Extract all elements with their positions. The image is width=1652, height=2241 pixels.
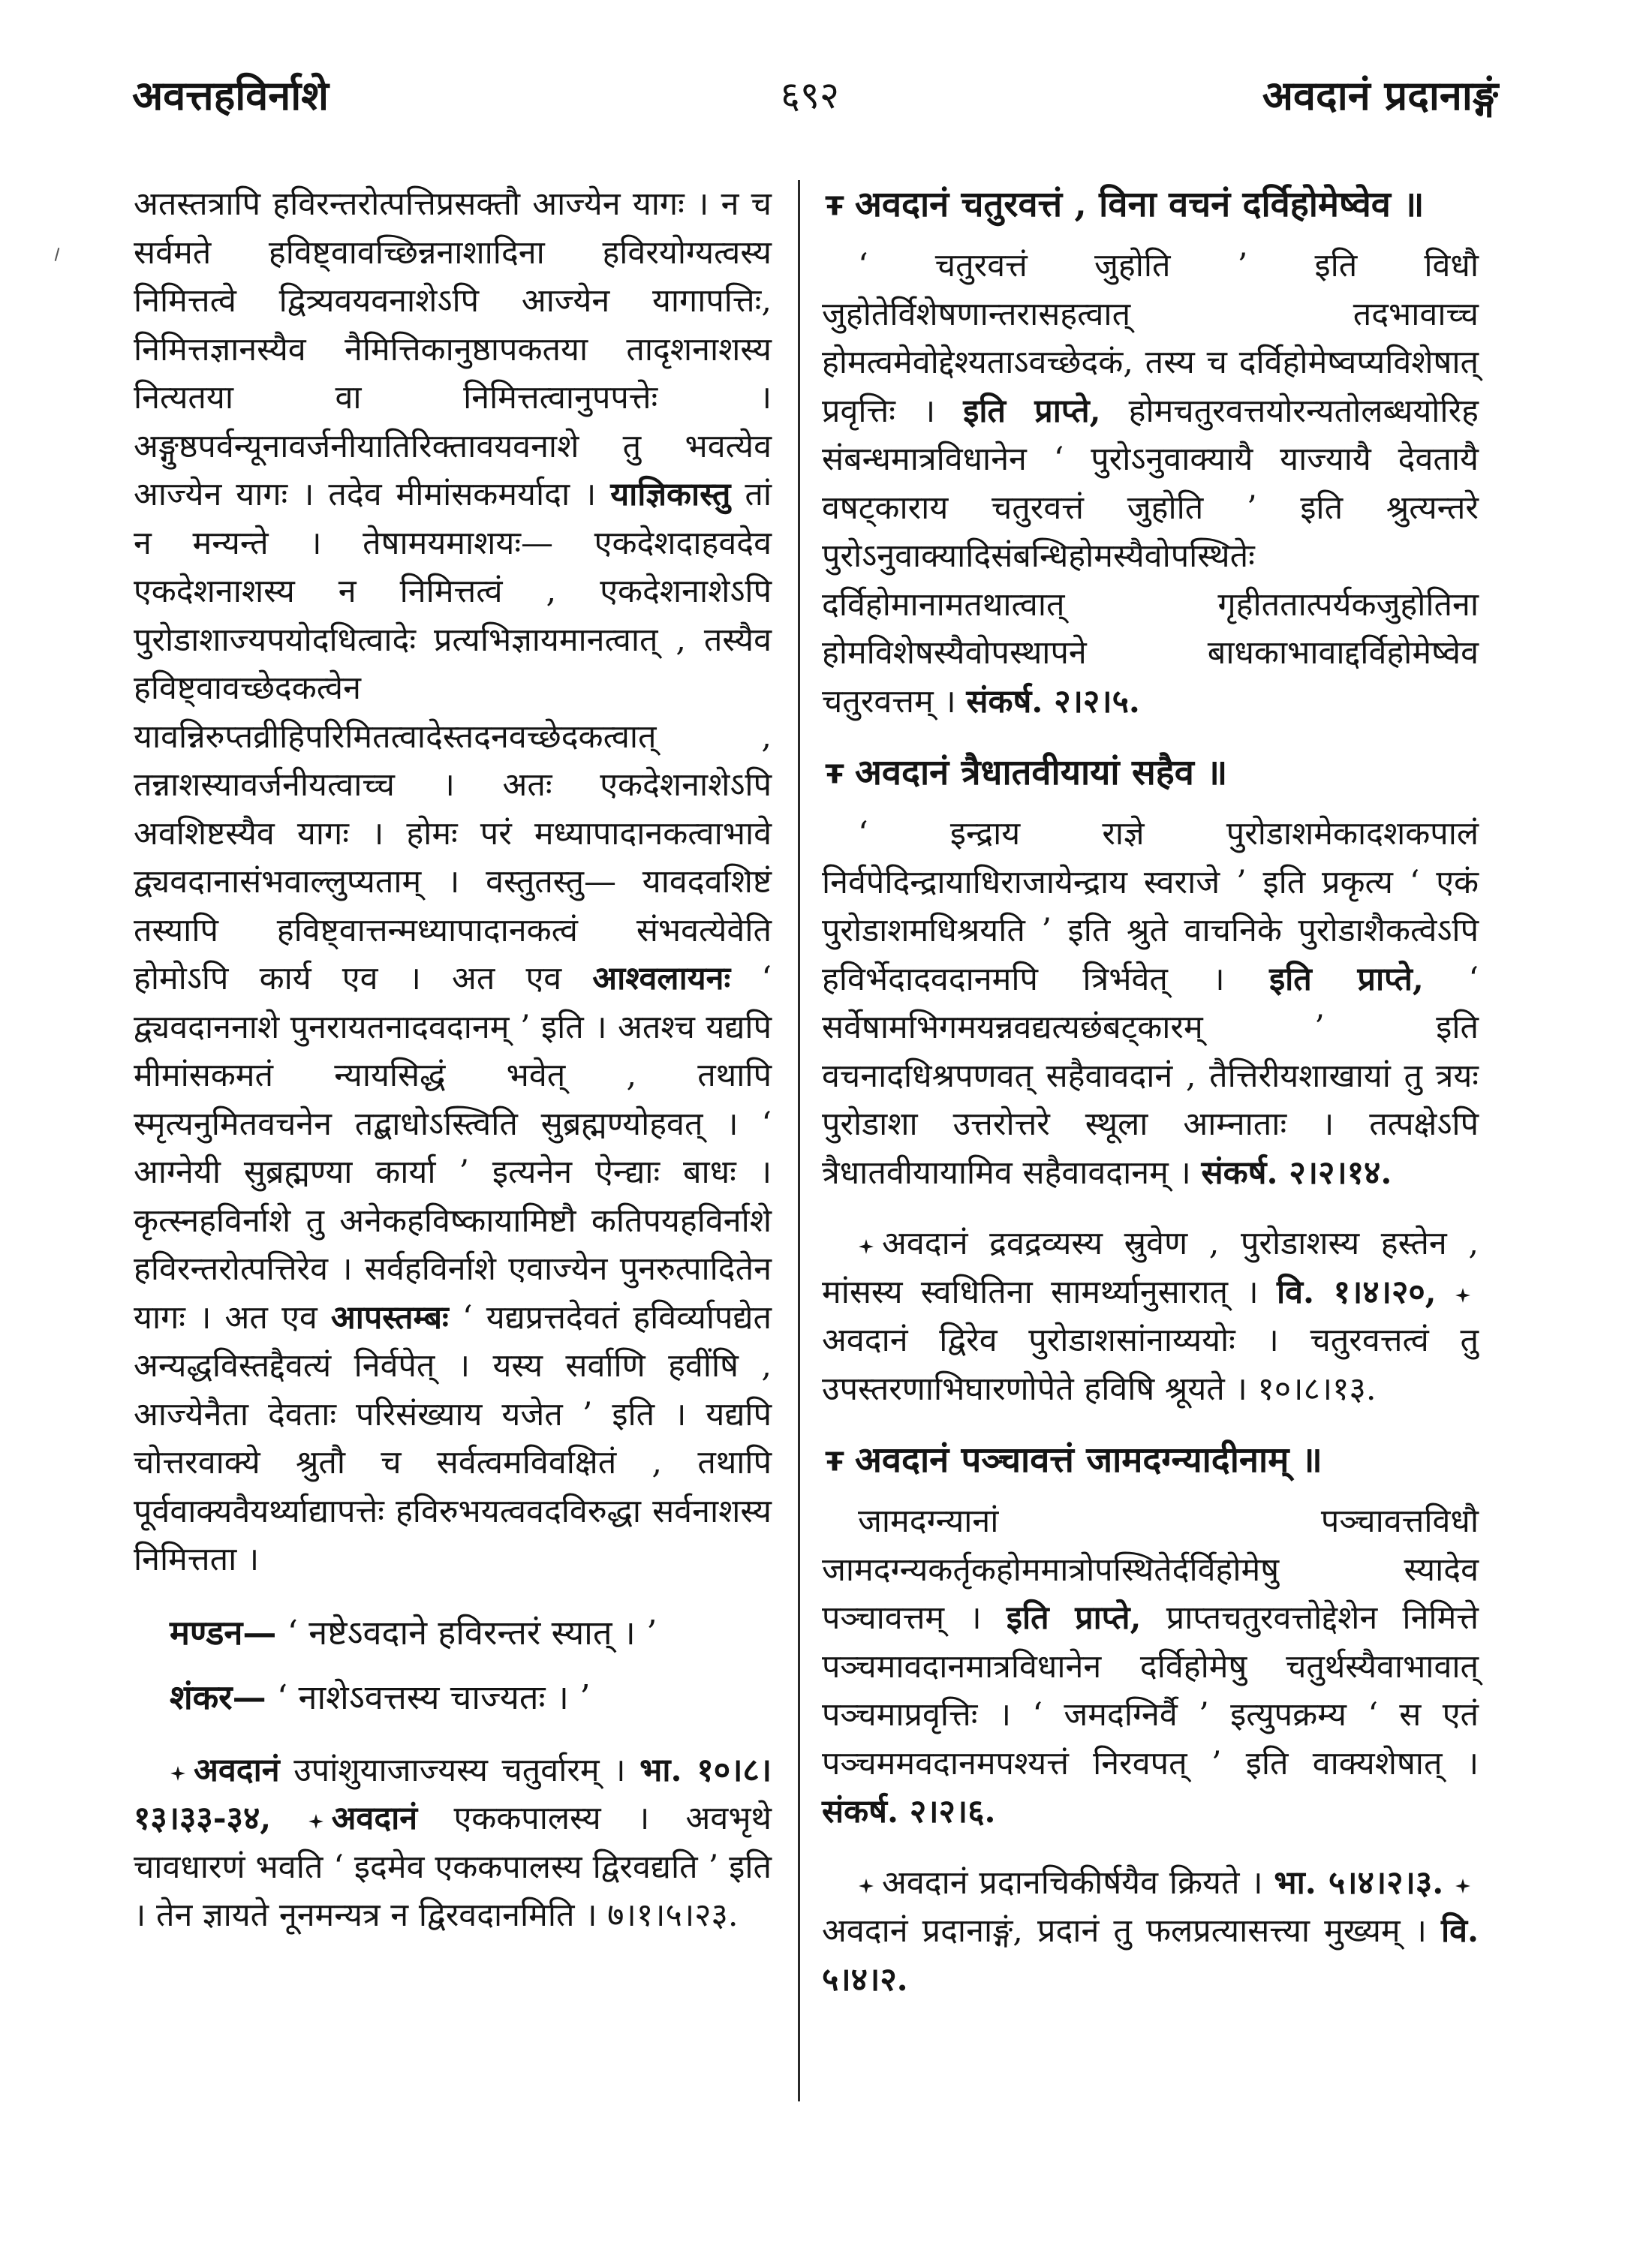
right-column	[822, 180, 1479, 2004]
reference: वि. ५।४।२.	[822, 1912, 1479, 1999]
asterisk-icon	[1455, 1287, 1471, 1304]
mandana-quote	[134, 1607, 772, 1659]
text-run: अवदानं प्रदानचिकीर्षयैव क्रियते ।	[882, 1863, 1263, 1902]
reference: संकर्ष. २।२।१४.	[1201, 1154, 1392, 1192]
text-run: जामदग्न्यानां पञ्चावत्तविधौ जामदग्न्यकर्तृकहोममात्रोपस्थितेर्दर्विहोमेषु स्यादेव पञ्चावत्तम् ।	[822, 1503, 1479, 1637]
reference: वि. १।४।२०,	[1277, 1273, 1437, 1311]
section-title-text: अवदानं चतुरवत्तं , विना वचनं दर्विहोमेष्वेव ॥	[855, 184, 1425, 225]
reference: भा. ५।४।२।३.	[1274, 1863, 1444, 1902]
section-body	[822, 1497, 1479, 1836]
text-run: अवदानं द्विरेव पुरोडाशसांनाय्ययोः । चतुरवत्तत्वं तु उपस्तरणाभिघारणोपेते हविषि श्रूयते । १०।८।१३.	[822, 1322, 1479, 1408]
note-paragraph	[822, 1859, 1479, 2005]
bold-term: इति प्राप्ते,	[963, 392, 1101, 430]
asterisk-icon	[858, 1238, 874, 1255]
quote-label: शंकर—	[170, 1677, 266, 1717]
bold-term: आश्वलायनः	[592, 960, 731, 997]
bold-term: अवदानं	[194, 1751, 280, 1789]
section-title	[822, 748, 1479, 798]
asterisk-icon	[170, 1765, 186, 1782]
page-number: ६९२	[781, 74, 839, 117]
bold-term: अवदानं	[331, 1800, 418, 1837]
text-run: ‘ चतुरवत्तं जुहोति ’ इति विधौ जुहोतेर्विशेषणान्तरासहत्वात् तदभावाच्च होमत्वमेवोद्देश्यताऽवच्छेदकं, तस्य च दर्विहोमेष्वप्यविशेषात् प्रवृत्तिः ।	[822, 247, 1479, 430]
reference: भा. १०।८।१३।३३-३४,	[134, 1751, 772, 1837]
left-paragraph-avadana	[134, 1746, 772, 1940]
bold-term: याज्ञिकास्तु	[610, 476, 731, 513]
reference: संकर्ष. २।२।५.	[966, 682, 1140, 720]
section-title	[822, 1436, 1479, 1485]
shankara-quote	[134, 1671, 772, 1724]
quote-text: ‘ नाशेऽवत्तस्य चाज्यतः । ’	[276, 1677, 591, 1717]
column-divider	[798, 180, 800, 2101]
text-run: ‘ इन्द्राय राज्ञे पुरोडाशमेकादशकपालं निर्वपेदिन्द्रायाधिराजायेन्द्राय स्वराजे ’ इति प्रकृत्य ‘ एकं पुरोडाशमधिश्रयति ’ इति श्रुते वाचनिके पुरोडाशैकत्वेऽपि हविर्भेदादवदानमपि त्रिर्भवेत् ।	[822, 815, 1479, 998]
text-run: अवदानं प्रदानाङ्गं, प्रदानं तु फलप्रत्यासत्त्या मुख्यम् ।	[822, 1912, 1427, 1950]
bold-term: इति प्राप्ते,	[1269, 960, 1424, 998]
text-run: ‘ द्व्यवदाननाशे पुनरायतनादवदानम् ’ इति । अतश्च यद्यपि मीमांसकमतं न्यायसिद्धं भवेत् , तथापि स्मृत्यनुमितवचनेन तद्बाधोऽस्त्विति सुब्रह्मण्योहवत् । ‘ आग्नेयी सुब्रह्मण्या कार्या ’ इत्यनेन ऐन्द्याः बाधः । कृत्स्नहविर्नाशे तु अनेकहविष्कायामिष्टौ कतिपयहविर्नाशे हविरन्तरोत्पत्तिरेव । सर्वहविर्नाशे एवाज्येन पुनरुत्पादितेन यागः । अत एव	[134, 960, 772, 1337]
text-run: ‘ सर्वेषामभिगमयन्नवद्यत्यछंबट्कारम् ’ इति वचनादधिश्रपणवत् सहैवावदानं , तैत्तिरीयशाखायां तु त्रयः पुरोडाशा उत्तरोत्तरे स्थूला आम्नाताः । तत्पक्षेऽपि त्रैधातवीयायामिव सहैवावदानम् ।	[822, 960, 1479, 1192]
note-paragraph	[822, 1220, 1479, 1413]
text-run: उपांशुयाजाज्यस्य चतुर्वारम् ।	[293, 1751, 626, 1789]
section-mark-icon	[822, 1448, 847, 1474]
text-run: अतस्तत्रापि हविरन्तरोत्पत्तिप्रसक्तौ आज्येन यागः । न च सर्वमते हविष्ट्वावच्छिन्ननाशादिना हविरयोग्यत्वस्य निमित्तत्वे द्वित्र्यवयवनाशेऽपि आज्येन यागापत्तिः, निमित्तज्ञानस्यैव नैमित्तिकानुष्ठापकतया तादृशनाशस्य नित्यतया वा निमित्तत्वानुपपत्तेः । अङ्गुष्ठपर्वन्यूनावर्जनीयातिरिक्तावयवनाशे तु भवत्येव आज्येन यागः । तदेव मीमांसकमर्यादा ।	[134, 185, 772, 513]
quote-label: मण्डन—	[170, 1612, 277, 1653]
text-run: एककपालस्य । अवभृथे चावधारणं भवति ‘ इदमेव एककपालस्य द्विरवद्यति ’ इति । तेन ज्ञायते नूनमन्यत्र न द्विरवदानमिति । ७।१।५।२३.	[134, 1800, 772, 1934]
left-column	[134, 180, 772, 1940]
quote-text: ‘ नष्टेऽवदाने हविरन्तरं स्यात् । ’	[287, 1612, 657, 1653]
left-paragraph-main	[134, 180, 772, 1584]
text-run: होमचतुरवत्तयोरन्यतोलब्धयोरिह संबन्धमात्रविधानेन ‘ पुरोऽनुवाक्यायै याज्यायै देवतायै वषट्काराय चतुरवत्तं जुहोति ’ इति श्रुत्यन्तरे पुरोऽनुवाक्यादिसंबन्धिहोमस्यैवोपस्थितेः दर्विहोमानामतथात्वात् गृहीततात्पर्यकजुहोतिना होमविशेषस्यैवोपस्थापने बाधकाभावाद्दर्विहोमेष्वेव चतुरवत्तम् ।	[822, 392, 1479, 720]
section-body	[822, 810, 1479, 1197]
bold-term: आपस्तम्बः	[330, 1298, 449, 1337]
bold-term: इति प्राप्ते,	[1006, 1599, 1142, 1637]
text-run: ‘ यद्यप्रत्तदेवतं हविर्व्यापद्येत अन्यद्धविस्तद्दैवत्यं निर्वपेत् । यस्य सर्वाणि हवींषि , आज्येनैता देवताः परिसंख्याय यजेत ’ इति । यद्यपि चोत्तरवाक्ये श्रुतौ च सर्वत्वमविवक्षितं , तथापि पूर्ववाक्यवैयर्थ्याद्यापत्तेः हविरुभयत्ववदविरुद्धा सर्वनाशस्य निमित्तता ।	[134, 1298, 772, 1578]
text-run: तां न मन्यन्ते । तेषामयमाशयः— एकदेशदाहवदेव एकदेशनाशस्य न निमित्तत्वं , एकदेशनाशेऽपि पुरोडाशाज्यपयोदधित्वादेः प्रत्यभिज्ञायमानत्वात् , तस्यैव हविष्ट्वावच्छेदकत्वेन यावन्निरुप्तव्रीहिपरिमितत्वादेस्तदनवच्छेदकत्वात् , तन्नाशस्यावर्जनीयत्वाच्च । अतः एकदेशनाशेऽपि अवशिष्टस्यैव यागः । होमः परं मध्यापादानकत्वाभावे द्व्यवदानासंभवाल्लुप्यताम् । वस्तुतस्तु— यावदवशिष्टं तस्यापि हविष्ट्वात्तन्मध्यापादानकत्वं संभवत्येवेति होमोऽपि कार्य एव । अत एव	[134, 476, 772, 997]
section-mark-icon	[822, 193, 847, 218]
text-run: अवदानं द्रवद्रव्यस्य स्रुवेण , पुरोडाशस्य हस्तेन , मांसस्य स्वधितिना सामर्थ्यानुसारात् ।	[822, 1225, 1479, 1311]
asterisk-icon	[858, 1878, 874, 1894]
section-title-text: अवदानं त्रैधातवीयायां सहैव ॥	[855, 752, 1228, 793]
section-mark-icon	[822, 761, 847, 787]
running-header-right: अवदानं प्रदानाङ्गं	[1262, 71, 1498, 119]
asterisk-icon	[308, 1813, 324, 1830]
text-run: प्राप्तचतुरवत्तोद्देशेन निमित्ते पञ्चमावदानमात्रविधानेन दर्विहोमेषु चतुर्थस्यैवाभावात् पञ्चमाप्रवृत्तिः । ‘ जमदग्निर्वै ’ इत्युपक्रम्य ‘ स एतं पञ्चममवदानमपश्यत्तं निरवपत् ’ इति वाक्यशेषात् ।	[822, 1599, 1479, 1782]
section-title	[822, 180, 1479, 230]
reference: संकर्ष. २।२।६.	[822, 1793, 996, 1830]
section-body	[822, 242, 1479, 726]
running-header-left: अवत्तहविर्नाशे	[132, 71, 329, 119]
section-title-text: अवदानं पञ्चावत्तं जामदग्न्यादीनाम् ॥	[855, 1439, 1323, 1481]
margin-mark	[55, 248, 60, 261]
asterisk-icon	[1455, 1878, 1471, 1894]
